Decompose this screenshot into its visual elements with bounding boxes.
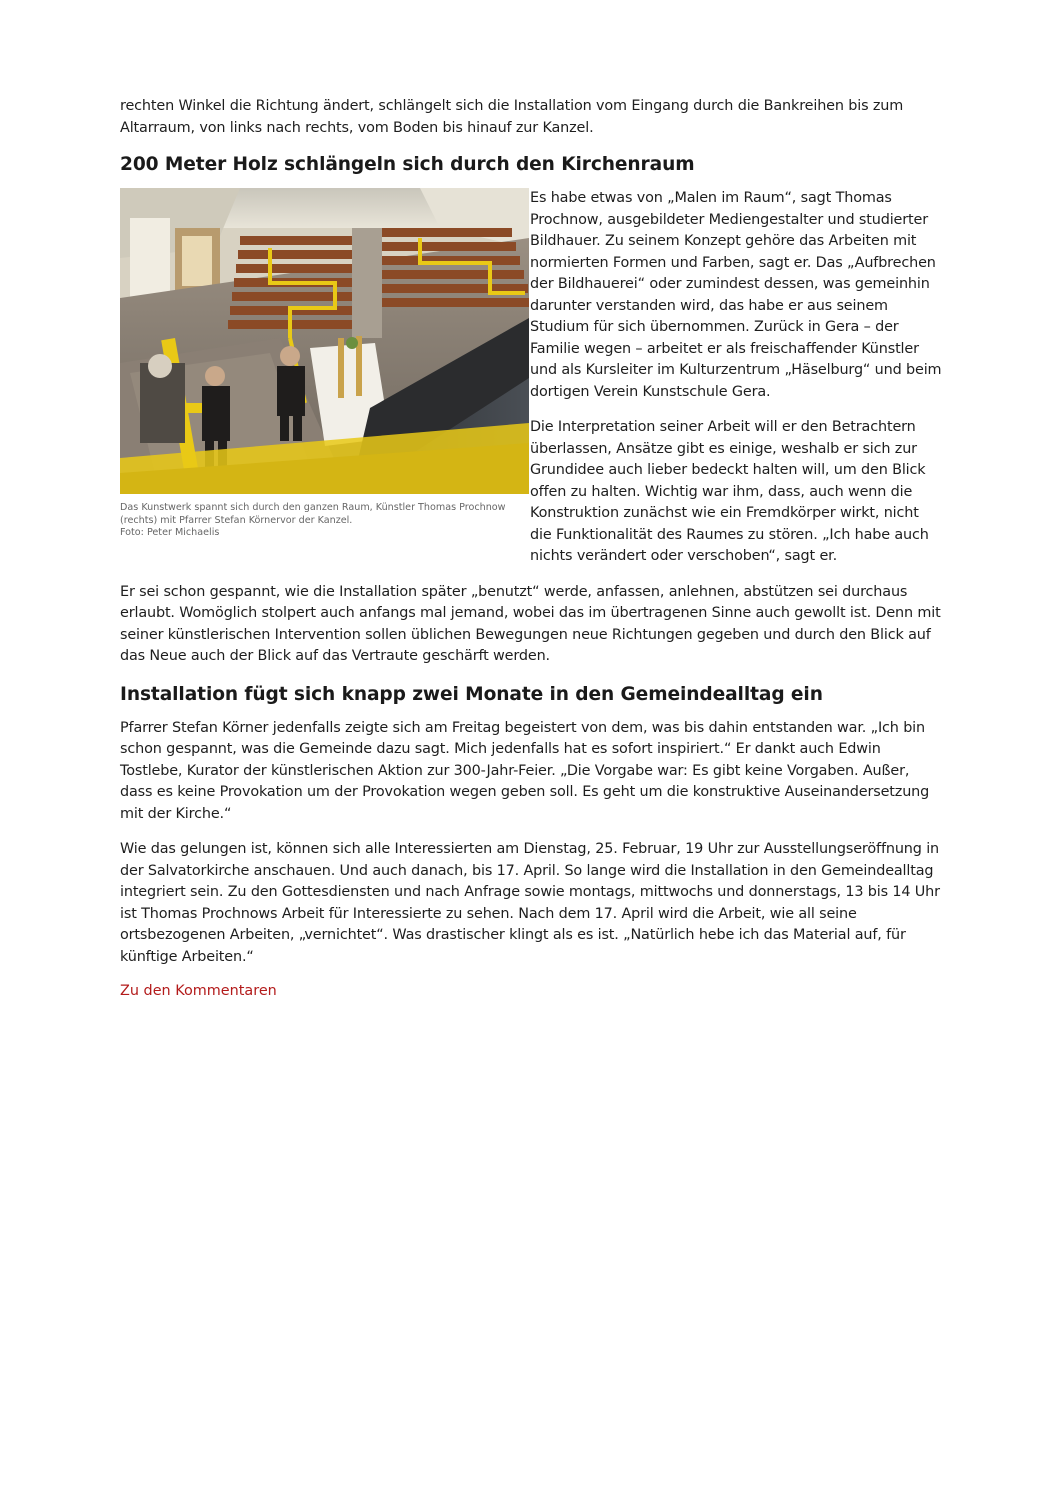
body-paragraph: Es habe etwas von „Malen im Raum“, sagt Thomas Prochnow, ausgebildeter Mediengestalter und studierter Bildhauer. Zu seinem Konzept gehöre das Arbeiten mit normierten Formen und Farben, sagt er. Das „Aufbrechen der Bildhauerei“ oder zumindest dessen, was gemeinhin darunter verstanden wird, das habe er aus seinem Studium für sich übernommen. Zurück in Gera – der Familie wegen – arbeitet er als freischaffender Künstler und als Kursleiter im Kulturzentrum „Häselburg“ und beim dortigen Verein Kunstschule Gera. xyxy=(530,190,942,400)
body-paragraph: Wie das gelungen ist, können sich alle Interessierten am Dienstag, 25. Februar, 19 Uhr zur Ausstellungseröffnung in der Salvatorkirche anschauen. Und auch danach, bis 17. April. So lange wird die Installation in den Gemeindealltag integriert sein. Zu den Gottesdiensten und nach Anfrage sowie montags, mittwochs und donnerstags, 13 bis 14 Uhr ist Thomas Prochnows Arbeit für Interessierte zu sehen. Nach dem 17. April wird die Arbeit, wie all seine ortsbezogenen Arbeiten, „vernichtet“. Was drastischer klingt als es ist. „Natürlich hebe ich das Material auf, für künftige Arbeiten.“ xyxy=(120,841,940,965)
photo-caption xyxy=(120,502,529,540)
article xyxy=(120,96,942,1002)
section-heading-installation: Installation fügt sich knapp zwei Monate in den Gemeindealltag ein xyxy=(120,683,823,705)
body-paragraph: Die Interpretation seiner Arbeit will er den Betrachtern überlassen, Ansätze gibt es einige, weshalb er sich zur Grundidee auch lieber bedeckt halten will, um den Blick offen zu halten. Wichtig war ihm, dass, auch wenn die Konstruktion zunächst wie ein Fremdkörper wirkt, nicht die Funktionalität des Raumes zu stören. „Ich habe auch nichts verändert oder verschoben“, sagt er. xyxy=(530,419,929,564)
section-heading-holz: 200 Meter Holz schlängeln sich durch den Kirchenraum xyxy=(120,154,695,175)
body-paragraph: Er sei schon gespannt, wie die Installation später „benutzt“ werde, anfassen, anlehnen, abstützen sei durchaus erlaubt. Womöglich stolpert auch anfangs mal jemand, wobei das im übertragenen Sinne auch gewollt ist. Denn mit seiner künstlerischen Intervention sollen üblichen Bewegungen neue Richtungen gegeben und durch den Blick auf das Neue auch der Blick auf das Vertraute geschärft werden. xyxy=(120,583,941,664)
comments-link[interactable]: Zu den Kommentaren xyxy=(120,983,277,999)
church-installation-photo xyxy=(120,188,529,494)
caption-line: (rechts) mit Pfarrer Stefan Körnervor der Kanzel. xyxy=(120,514,353,526)
body-paragraph: Pfarrer Stefan Körner jedenfalls zeigte sich am Freitag begeistert von dem, was bis dahin entstanden war. „Ich bin schon gespannt, was die Gemeinde dazu sagt. Mich jedenfalls hat es sofort inspiriert.“ Er dankt auch Edwin Tostlebe, Kurator der künstlerischen Aktion zur 300-Jahr-Feier. „Die Vorgabe war: Es gibt keine Vorgaben. Außer, dass es keine Provokation um der Provokation wegen geben soll. Es geht um die konstruktive Auseinandersetzung mit der Kirche.“ xyxy=(120,719,930,822)
caption-line: Das Kunstwerk spannt sich durch den ganzen Raum, Künstler Thomas Prochnow xyxy=(120,502,506,513)
article-figure xyxy=(120,188,529,540)
intro-paragraph: rechten Winkel die Richtung ändert, schlängelt sich die Installation vom Eingang durch die Bankreihen bis zum Altarraum, von links nach rechts, vom Boden bis hinauf zur Kanzel. xyxy=(120,98,904,136)
photo-credit: Foto: Peter Michaelis xyxy=(120,527,220,538)
